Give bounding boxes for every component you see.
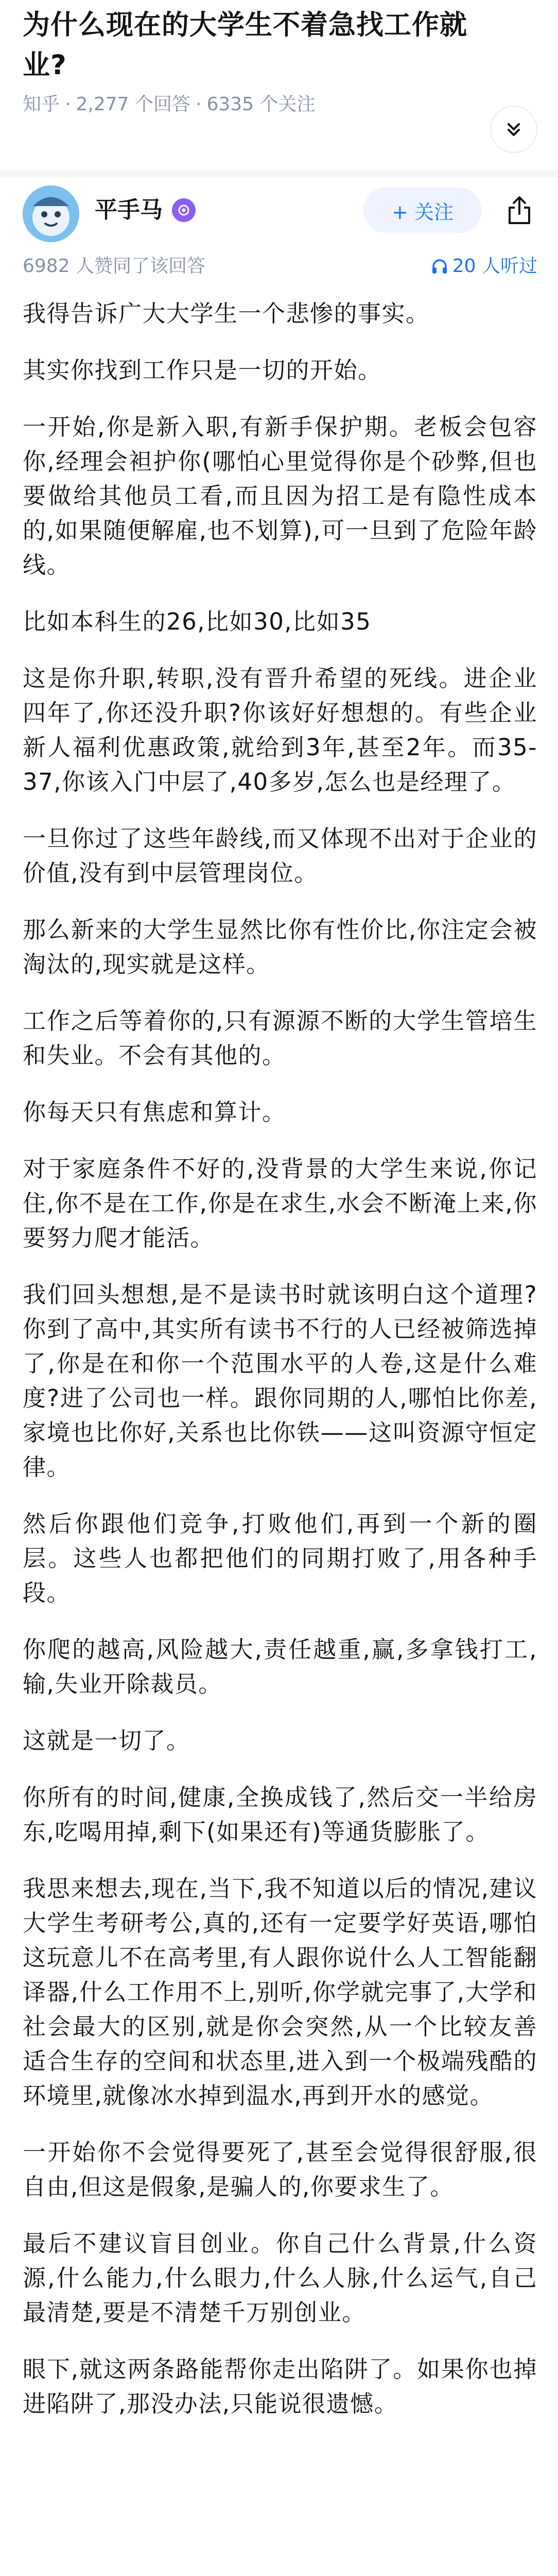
answer-paragraph: 我得告诉广大大学生一个悲惨的事实。 <box>23 300 430 327</box>
answer-paragraph: 这就是一切了。 <box>23 1727 190 1754</box>
answer-paragraph: 我们回头想想,是不是读书时就该明白这个道理?你到了高中,其实所有读书不行的人已经被筛选掉了,你是在和你一个范围水平的人卷,这是什么难度?进了公司也一样。跟你同期的人,哪怕比你差,家境也比你好,关系也比你铁——这叫资源守恒定律。 <box>23 1281 537 1481</box>
answer-paragraph: 你爬的越高,风险越大,责任越重,赢,多拿钱打工,输,失业开除裁员。 <box>23 1636 537 1698</box>
answer-paragraph: 眼下,就这两条路能帮你走出陷阱了。如果你也掉进陷阱了,那没办法,只能说很遗憾。 <box>23 2355 537 2417</box>
answer-paragraph: 工作之后等着你的,只有源源不断的大学生管培生和失业。不会有其他的。 <box>23 1007 537 1069</box>
listen-count: 20 人听过 <box>452 256 537 277</box>
chevron-double-down-icon <box>504 120 523 139</box>
share-button[interactable] <box>501 191 537 230</box>
answer-paragraph: 一开始你不会觉得要死了,甚至会觉得很舒服,很自由,但这是假象,是骗人的,你要求生了。 <box>23 2139 537 2200</box>
source-label: 知乎 <box>23 94 60 115</box>
question-header <box>23 5 486 116</box>
section-divider <box>0 170 558 177</box>
answer-paragraph: 你每天只有焦虑和算计。 <box>23 1098 286 1126</box>
avatar[interactable] <box>23 185 79 242</box>
answer-paragraph: 然后你跟他们竞争,打败他们,再到一个新的圈层。这些人也都把他们的同期打败了,用各种手段。 <box>23 1510 537 1606</box>
question-meta: 知乎 · 2,277 个回答 · 6335 个关注 <box>23 94 316 115</box>
agree-count: 6982 人赞同了该回答 <box>23 256 206 277</box>
collapse-button[interactable] <box>490 106 537 153</box>
answer-body <box>23 296 537 2421</box>
answer-meta <box>23 253 537 279</box>
answer-paragraph: 你所有的时间,健康,全换成钱了,然后交一半给房东,吃喝用掉,剩下(如果还有)等通货膨胀了。 <box>23 1784 537 1845</box>
headphones-icon <box>431 258 448 275</box>
answer-paragraph: 其实你找到工作只是一切的开始。 <box>23 357 382 384</box>
author-bar <box>23 181 537 243</box>
answer-paragraph: 这是你升职,转职,没有晋升希望的死线。进企业四年了,你还没升职?你该好好想想的。有些企业新人福利优惠政策,就给到3年,甚至2年。而35-37,你该入门中层了,40多岁,怎么也是经理了。 <box>23 665 537 795</box>
verified-badge-icon <box>172 198 196 222</box>
answer-paragraph: 比如本科生的26,比如30,比如35 <box>23 608 372 635</box>
author-name[interactable]: 平手马 <box>95 197 163 223</box>
listen-button[interactable] <box>431 253 537 279</box>
answer-paragraph: 对于家庭条件不好的,没背景的大学生来说,你记住,你不是在工作,你是在求生,水会不断淹上来,你要努力爬才能活。 <box>23 1155 537 1251</box>
follower-count: 6335 个关注 <box>206 94 316 115</box>
answer-paragraph: 一旦你过了这些年龄线,而又体现不出对于企业的价值,没有到中层管理岗位。 <box>23 825 537 887</box>
answer-paragraph: 那么新来的大学生显然比你有性价比,你注定会被淘汰的,现实就是这样。 <box>23 916 537 978</box>
follow-button[interactable]: + 关注 <box>363 188 482 233</box>
answer-paragraph: 最后不建议盲目创业。你自己什么背景,什么资源,什么能力,什么眼力,什么人脉,什么运气,自己最清楚,要是不清楚千万别创业。 <box>23 2230 537 2326</box>
answer-paragraph: 我思来想去,现在,当下,我不知道以后的情况,建议大学生考研考公,真的,还有一定要学好英语,哪怕这玩意儿不在高考里,有人跟你说什么人工智能翻译器,什么工作用不上,别听,你学就完事了,大学和社会最大的区别,就是你会突然,从一个比较友善适合生存的空间和状态里,进入到一个极端残酷的环境里,就像冰水掉到温水,再到开水的感觉。 <box>23 1875 537 2109</box>
question-title[interactable]: 为什么现在的大学生不着急找工作就业? <box>23 9 467 81</box>
share-icon <box>507 195 532 225</box>
answer-paragraph: 一开始,你是新入职,有新手保护期。老板会包容你,经理会袒护你(哪怕心里觉得你是个砂弊,但也要做给其他员工看,而且因为招工是有隐性成本的,如果随便解雇,也不划算),可一旦到了危险年龄线。 <box>23 413 537 579</box>
answer-count[interactable]: 2,277 个回答 <box>76 94 190 115</box>
